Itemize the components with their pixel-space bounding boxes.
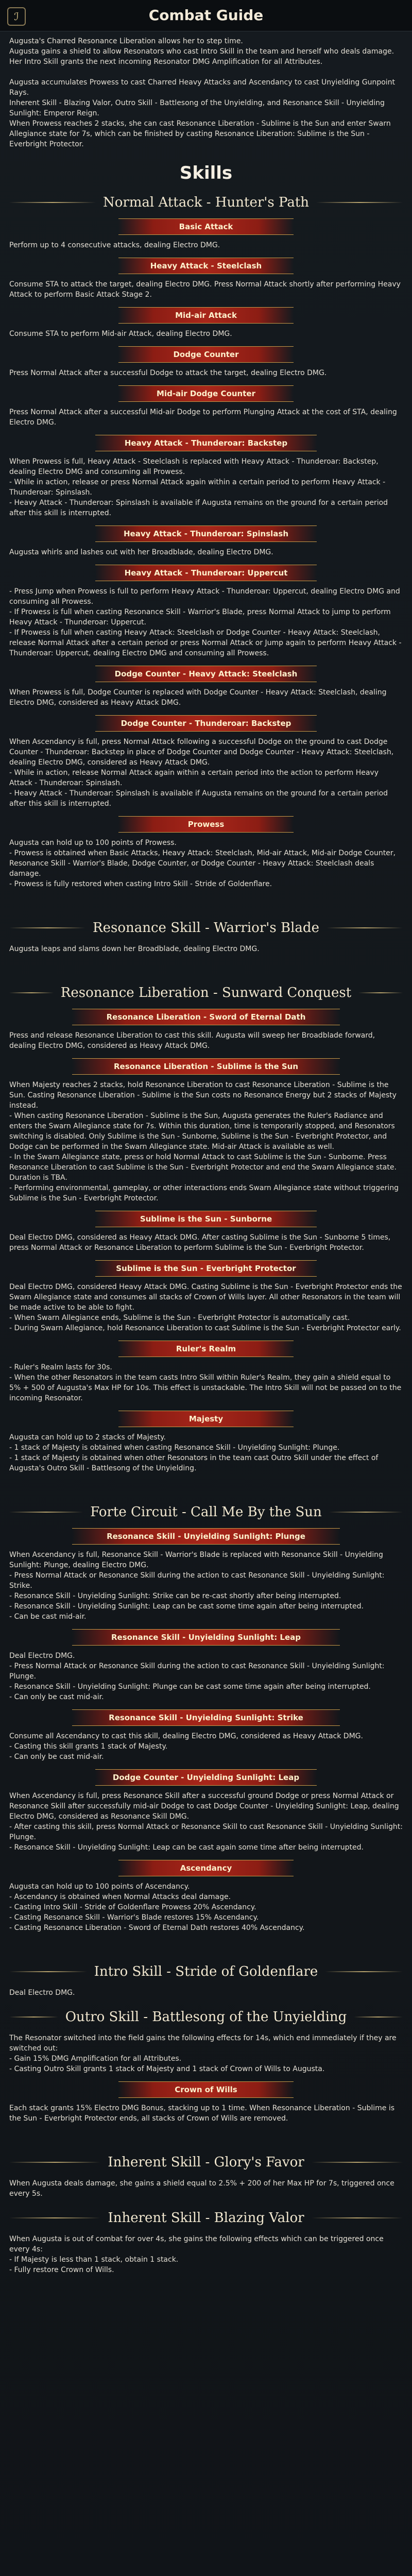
subheading-bar: Ruler's Realm xyxy=(118,1341,294,1357)
subheading-bar: Majesty xyxy=(118,1411,294,1427)
skill-desc: Augusta can hold up to 2 stacks of Majesty. - 1 stack of Majesty is obtained when casting Resonance Skill - Unyielding Sunlight: Plunge. - 1 stack of Majesty is obtained when other Resonators in the team cast Outro Skill under the effect of Augusta's Outro Skill - Battlesong of the Unyielding. xyxy=(9,1433,379,1472)
skill-desc: Press and release Resonance Liberation to cast this skill. Augusta will sweep her Broadblade forward, dealing Electro DMG, considered as Heavy Attack DMG. xyxy=(9,1031,377,1050)
subheading-bar: Heavy Attack - Thunderoar: Spinslash xyxy=(95,526,317,542)
subheading-bar: Prowess xyxy=(118,816,294,833)
subheading-bar: Resonance Skill - Unyielding Sunlight: Plunge xyxy=(72,1528,340,1545)
skill-desc: Deal Electro DMG, considered as Heavy Attack DMG. After casting Sublime is the Sun - Sunborne 5 times, press Normal Attack or Resonance Liberation to perform Sublime is the Sun - Everbright Protector. xyxy=(9,1233,393,1252)
top-bar xyxy=(0,0,412,31)
subheading-bar: Resonance Liberation - Sword of Eternal Dath xyxy=(72,1009,340,1025)
subheading-bar: Resonance Liberation - Sublime is the Sun xyxy=(72,1058,340,1075)
subheading-bar: Heavy Attack - Steelclash xyxy=(118,258,294,274)
subheading-bar: Heavy Attack - Thunderoar: Uppercut xyxy=(95,565,317,581)
section-title: Forte Circuit - Call Me By the Sun xyxy=(90,1504,322,1520)
guide-content xyxy=(0,36,412,2282)
section-title: Intro Skill - Stride of Goldenflare xyxy=(94,1964,318,1979)
skill-desc: When Augusta deals damage, she gains a shield equal to 2.5% + 200 of her Max HP for 7s, triggered once every 5s. xyxy=(9,2179,397,2198)
section-normal-attack xyxy=(0,195,412,210)
glyph-icon[interactable]: ℐ xyxy=(7,7,26,26)
skill-desc: Press Normal Attack after a successful Mid-air Dodge to perform Plunging Attack at the cost of STA, dealing Electro DMG. xyxy=(9,408,400,427)
intro-paragraph: Augusta's Charred Resonance Liberation allows her to step time. Augusta gains a shield to allow Resonators who cast Intro Skill in the team and herself who deals damage. Her Intro Skill grants the next incoming Resonator DMG Amplification for all Attributes. Augusta accumulates Prowess to cast Charred Heavy Attacks and Ascendancy to cast Unyielding Gunpoint Rays. Inherent Skill - Blazing Valor, Outro Skill - Battlesong of the Unyielding, and Resonance Skill - Unyielding Sunlight: Emperor Reign. When Prowess reaches 2 stacks, she can cast Resonance Liberation - Sublime is the Sun and enter Swarn Allegiance state for 7s, which can be finished by casting Resonance Liberation: Sublime is the Sun - Everbright Protector. xyxy=(9,37,396,148)
skill-desc: Deal Electro DMG, considered Heavy Attack DMG. Casting Sublime is the Sun - Everbright Protector ends the Swarn Allegiance state and consumes all stacks of Crown of Wills layer. All other Resonators in the team will be made active to be able to fight. - When Swarn Allegiance ends, Sublime is the Sun - Everbright Protector is automatically cast. - During Swarn Allegiance, hold Resonance Liberation to cast Sublime is the Sun - Everbright Protector early. xyxy=(9,1283,402,1332)
skill-desc: - Press Jump when Prowess is full to perform Heavy Attack - Thunderoar: Uppercut, dealing Electro DMG and consuming all Prowess. - If Prowess is full when casting Resonance Skill - Warrior's Blade, press Normal Attack to jump to perform Heavy Attack - Thunderoar: Uppercut. - If Prowess is full when casting Heavy Attack: Steelclash or Dodge Counter - Heavy Attack: Steelclash, release Normal Attack after a certain period or press Normal Attack or Jump again to perform Heavy Attack - Thunderoar: Uppercut, dealing Electro DMG and consuming all Prowess. xyxy=(9,587,402,657)
section-resonance-skill xyxy=(0,920,412,936)
subheading-bar: Mid-air Attack xyxy=(118,307,294,324)
skill-desc: Deal Electro DMG. xyxy=(9,1989,75,1997)
subheading-bar: Basic Attack xyxy=(118,218,294,235)
subheading-bar: Sublime is the Sun - Everbright Protector xyxy=(95,1260,317,1277)
skill-desc: When Majesty reaches 2 stacks, hold Resonance Liberation to cast Resonance Liberation - Sublime is the Sun. Casting Resonance Liberation - Sublime is the Sun costs no Resonance Energy but 2 stacks of Majesty instead. - When casting Resonance Liberation - Sublime is the Sun, Augusta generates the Ruler's Radiance and enters the Swarn Allegiance state for 7s. Within this duration, time is temporarily stopped, and Resonators switching is disabled. Only Sublime is the Sun - Sunborne, Sublime is the Sun - Everbright Protector, and Dodge can be performed in the Swarn Allegiance state. Mid-air Attack is available as well. - In the Swarn Allegiance state, press or hold Normal Attack to cast Sublime is the Sun - Sunborne. Press Resonance Liberation to cast Sublime is the Sun - Everbright Protector and end the Swarn Allegiance state. Duration is TBA. - Performing environmental, gameplay, or other interactions ends Swarn Allegiance state without triggering Sublime is the Sun - Everbright Protector. xyxy=(9,1081,399,1202)
skill-desc: The Resonator switched into the field gains the following effects for 14s, which end immediately if they are switched out: - Gain 15% DMG Amplification for all Attributes. - Casting Outro Skill grants 1 stack of Majesty and 1 stack of Crown of Wills to Augusta. xyxy=(9,2034,397,2073)
skill-desc: - Ruler's Realm lasts for 30s. - When the other Resonators in the team casts Intro Skill within Ruler's Realm, they gain a shield equal to 5% + 500 of Augusta's Max HP for 10s. This effect is unstackable. The Intro Skill will not be passed on to the incoming Resonator. xyxy=(9,1363,402,1402)
subheading-bar: Resonance Skill - Unyielding Sunlight: Leap xyxy=(72,1629,340,1646)
skill-desc: Consume STA to attack the target, dealing Electro DMG. Press Normal Attack shortly after performing Heavy Attack to perform Basic Attack Stage 2. xyxy=(9,280,403,299)
skill-desc: Each stack grants 15% Electro DMG Bonus, stacking up to 1 time. When Resonance Liberation - Sublime is the Sun - Everbright Protector ends, all stacks of Crown of Wills are removed. xyxy=(9,2104,397,2123)
section-outro-skill xyxy=(0,2009,412,2025)
skills-heading: Skills xyxy=(179,163,233,183)
subheading-bar: Resonance Skill - Unyielding Sunlight: Strike xyxy=(72,1709,340,1726)
skill-desc: Augusta can hold up to 100 points of Prowess. - Prowess is obtained when Basic Attacks, Heavy Attack: Steelclash, Mid-air Attack, Mid-air Dodge Counter, Resonance Skill - Warrior's Blade, Dodge Counter, or Dodge Counter - Heavy Attack: Steelclash deals damage. - Prowess is fully restored when casting Intro Skill - Stride of Goldenflare. xyxy=(9,839,396,888)
subheading-bar: Mid-air Dodge Counter xyxy=(118,385,294,402)
skill-desc: When Ascendancy is full, press Normal Attack following a successful Dodge on the ground to cast Dodge Counter - Thunderoar: Backstep in place of Dodge Counter and Dodge Counter - Heavy Attack: Steelclash, dealing Electro DMG, considered as Heavy Attack DMG. - While in action, release Normal Attack again within a certain period into the action to perform Heavy Attack - Thunderoar: Spinslash. - Heavy Attack - Thunderoar: Spinslash is available if Augusta remains on the ground for a certain period after this skill is interrupted. xyxy=(9,738,394,808)
section-title: Resonance Skill - Warrior's Blade xyxy=(93,920,319,936)
skill-desc: When Augusta is out of combat for over 4s, she gains the following effects which can be triggered once every 4s: - If Majesty is less than 1 stack, obtain 1 stack. - Fully restore Crown of Wills. xyxy=(9,2235,384,2274)
subheading-bar: Sublime is the Sun - Sunborne xyxy=(95,1211,317,1227)
subheading-bar: Dodge Counter - Heavy Attack: Steelclash xyxy=(95,666,317,682)
skill-desc: Augusta leaps and slams down her Broadblade, dealing Electro DMG. xyxy=(9,945,260,953)
subheading-bar: Heavy Attack - Thunderoar: Backstep xyxy=(95,435,317,451)
section-forte-circuit xyxy=(0,1504,412,1520)
skill-desc: When Ascendancy is full, Resonance Skill - Warrior's Blade is replaced with Resonance Skill - Unyielding Sunlight: Plunge, dealing Electro DMG. - Press Normal Attack or Resonance Skill during the action to cast Resonance Skill - Unyielding Sunlight: Strike. - Resonance Skill - Unyielding Sunlight: Strike can be re-cast shortly after being interrupted. - Resonance Skill - Unyielding Sunlight: Leap can be cast some time again after being interrupted. - Can be cast mid-air. xyxy=(9,1551,385,1621)
skill-desc: When Ascendancy is full, press Resonance Skill after a successful ground Dodge or press Normal Attack or Resonance Skill after successfully mid-air Dodge to cast Dodge Counter - Unyielding Sunlight: Leap, dealing Electro DMG, considered as Resonance Skill DMG. - After casting this skill, press Normal Attack or Resonance Skill to cast Resonance Skill - Unyielding Sunlight: Plunge. - Resonance Skill - Unyielding Sunlight: Leap can be cast again some time after being interrupted. xyxy=(9,1792,403,1852)
page-title: Combat Guide xyxy=(148,7,264,24)
section-title: Normal Attack - Hunter's Path xyxy=(102,195,310,210)
subheading-bar: Dodge Counter - Unyielding Sunlight: Leap xyxy=(95,1769,317,1786)
skill-desc: When Prowess is full, Heavy Attack - Steelclash is replaced with Heavy Attack - Thunderoar: Backstep, dealing Electro DMG and consuming all Prowess. - While in action, release or press Normal Attack again within a certain period to perform Heavy Attack - Thunderoar: Spinslash. - Heavy Attack - Thunderoar: Spinslash is available if Augusta remains on the ground for a certain period after this skill is interrupted. xyxy=(9,457,388,517)
section-title: Inherent Skill - Blazing Valor xyxy=(108,2210,304,2226)
skill-desc: Perform up to 4 consecutive attacks, dealing Electro DMG. xyxy=(9,241,220,249)
skill-desc: When Prowess is full, Dodge Counter is replaced with Dodge Counter - Heavy Attack: Steelclash, dealing Electro DMG, considered as Heavy Attack DMG. xyxy=(9,688,389,707)
section-title: Resonance Liberation - Sunward Conquest xyxy=(60,985,352,1001)
section-resonance-liberation xyxy=(0,985,412,1001)
skill-desc: Augusta can hold up to 100 points of Ascendancy. - Ascendancy is obtained when Normal Attacks deal damage. - Casting Intro Skill - Stride of Goldenflare Prowess 20% Ascendancy. - Casting Resonance Skill - Warrior's Blade restores 15% Ascendancy. - Casting Resonance Liberation - Sword of Eternal Dath restores 40% Ascendancy. xyxy=(9,1883,305,1932)
section-inherent-glory xyxy=(0,2155,412,2170)
subheading-bar: Crown of Wills xyxy=(118,2081,294,2098)
section-title: Outro Skill - Battlesong of the Unyielding xyxy=(65,2009,347,2025)
section-intro-skill xyxy=(0,1964,412,1979)
subheading-bar: Dodge Counter xyxy=(118,346,294,363)
skill-desc: Deal Electro DMG. - Press Normal Attack or Resonance Skill during the action to cast Resonance Skill - Unyielding Sunlight: Plunge. - Resonance Skill - Unyielding Sunlight: Plunge can be cast some time again after being interrupted. - Can only be cast mid-air. xyxy=(9,1652,385,1701)
section-inherent-blazing xyxy=(0,2210,412,2226)
skill-desc: Consume all Ascendancy to cast this skill, dealing Electro DMG, considered as Heavy Attack DMG. - Casting this skill grants 1 stack of Majesty. - Can only be cast mid-air. xyxy=(9,1732,363,1761)
section-title: Inherent Skill - Glory's Favor xyxy=(108,2155,304,2170)
skill-desc: Consume STA to perform Mid-air Attack, dealing Electro DMG. xyxy=(9,330,232,338)
subheading-bar: Ascendancy xyxy=(118,1860,294,1876)
skill-desc: Press Normal Attack after a successful Dodge to attack the target, dealing Electro DMG. xyxy=(9,369,327,377)
subheading-bar: Dodge Counter - Thunderoar: Backstep xyxy=(95,715,317,732)
skill-desc: Augusta whirls and lashes out with her Broadblade, dealing Electro DMG. xyxy=(9,548,273,556)
